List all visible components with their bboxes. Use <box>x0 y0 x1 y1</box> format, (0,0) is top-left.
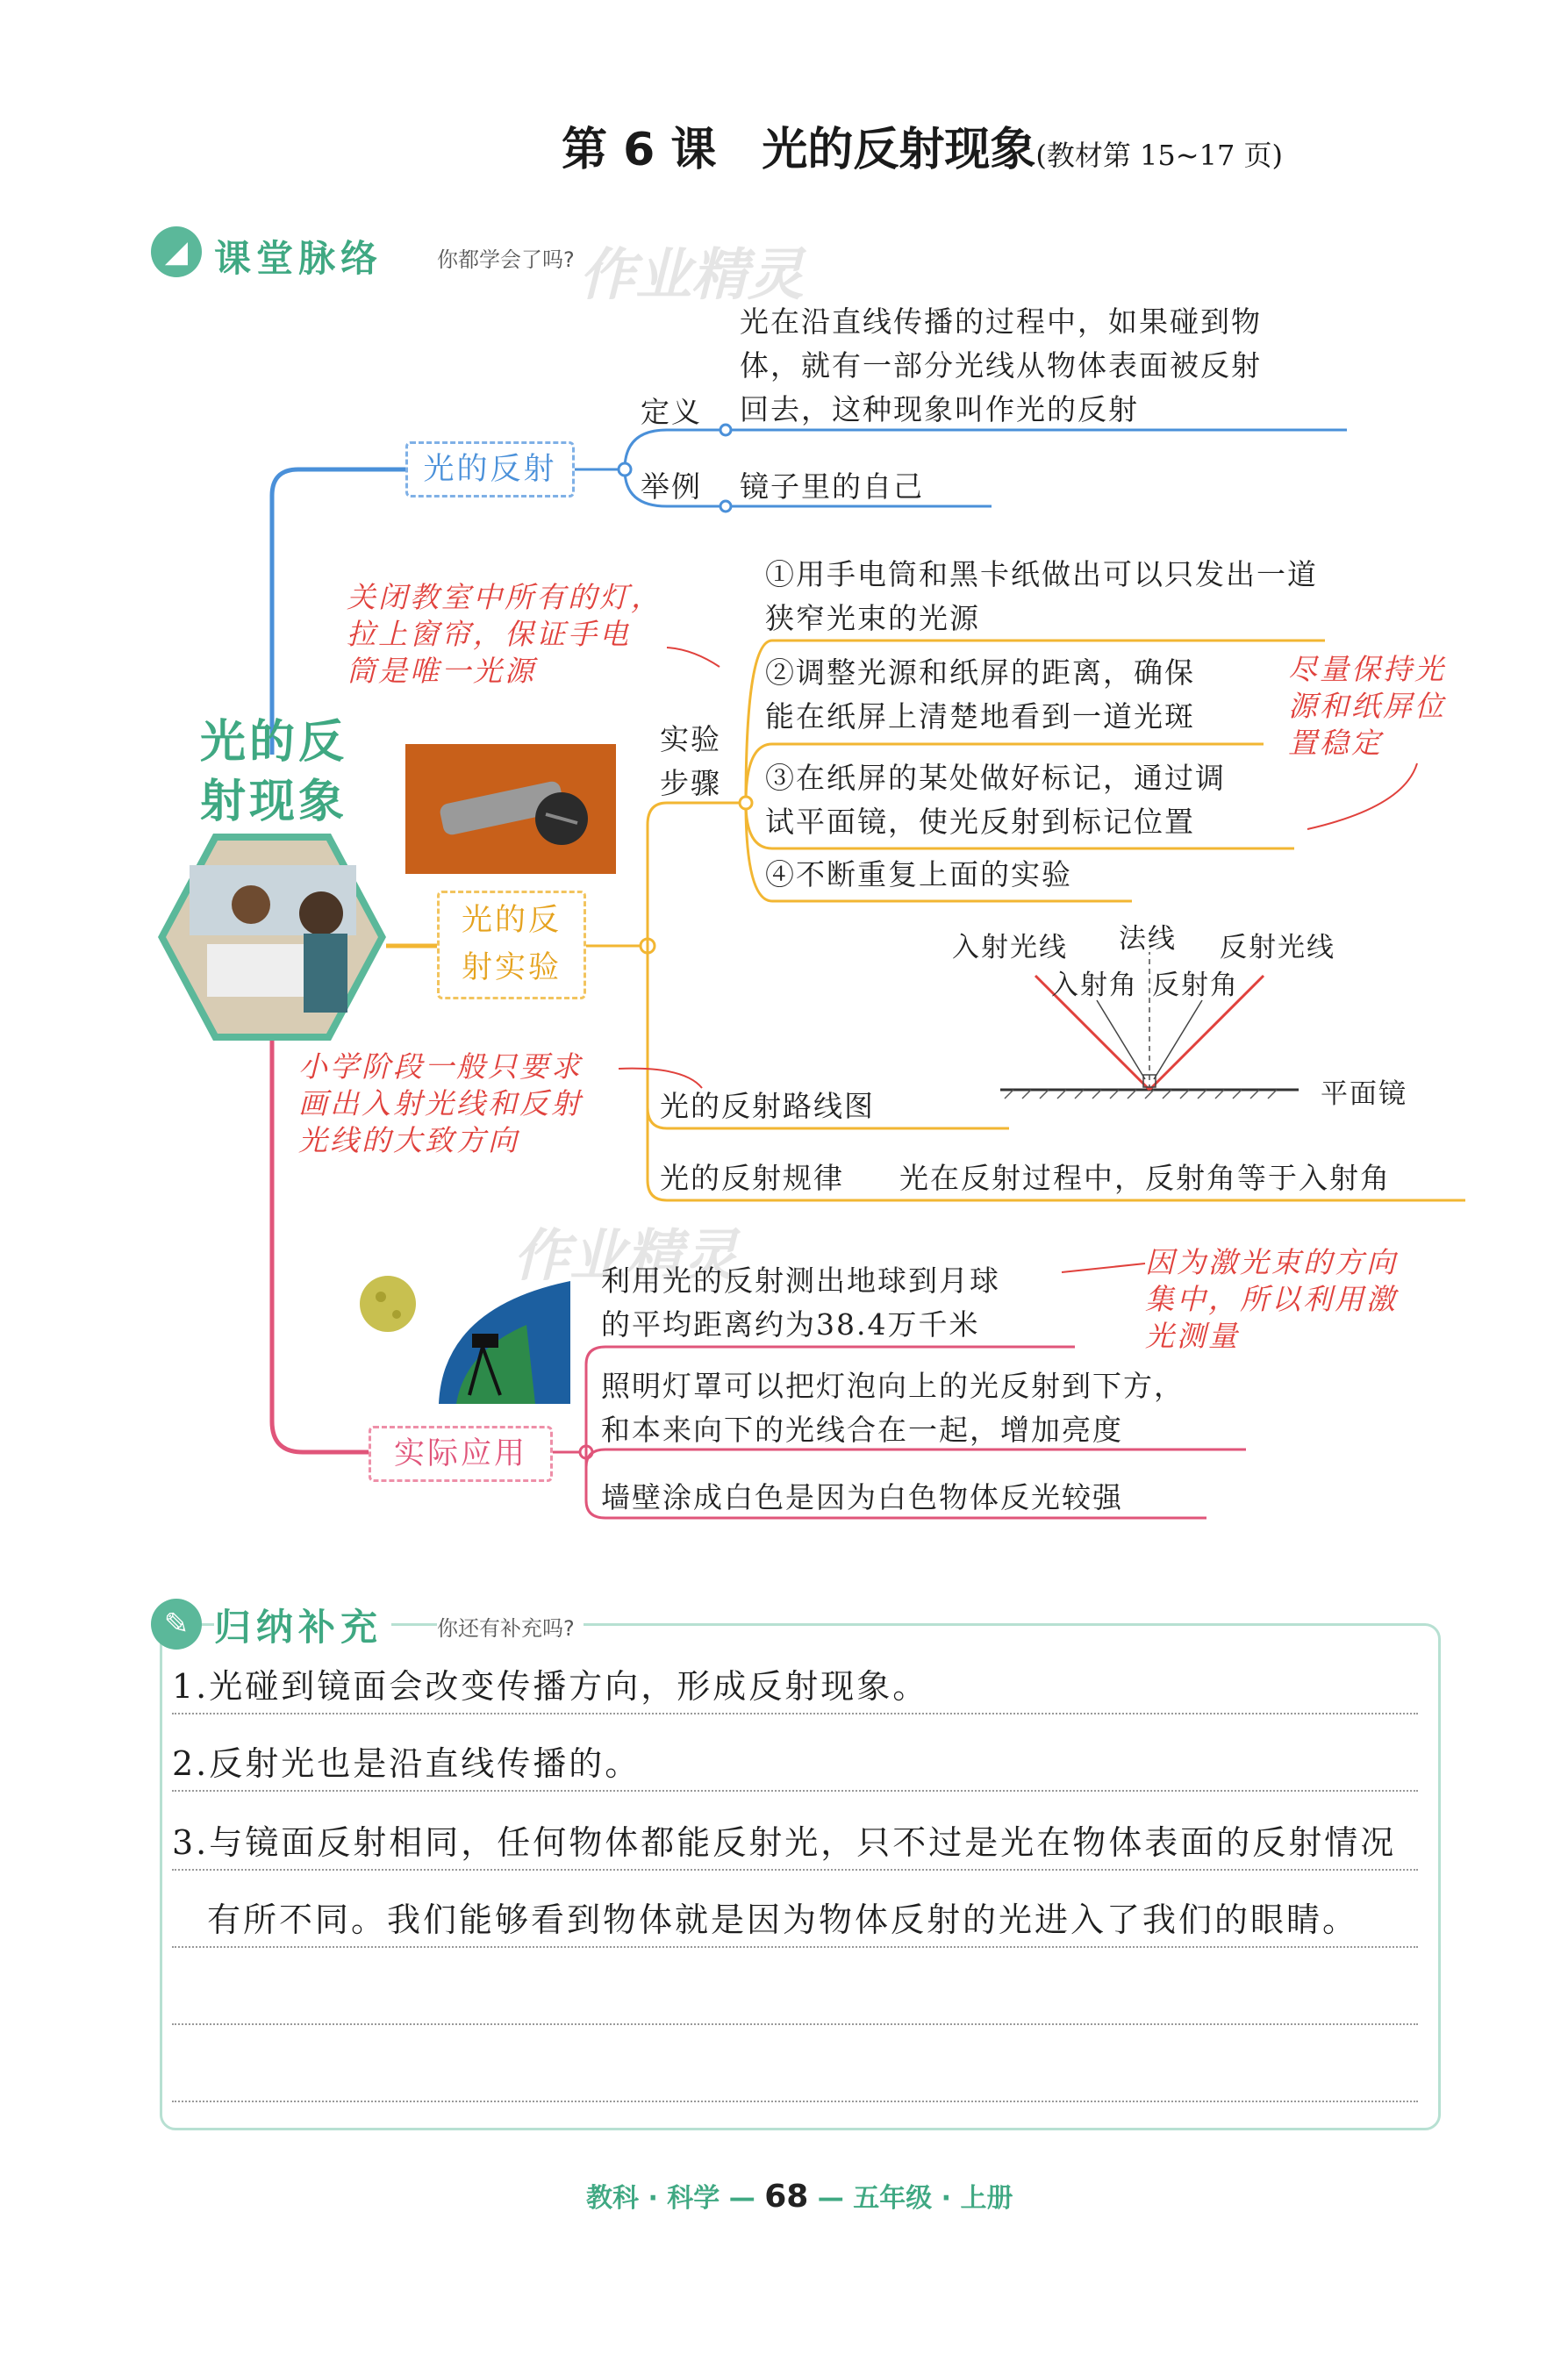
note-path-line-1: 小学阶段一般只要求 <box>298 1049 583 1084</box>
watermark-2: 作业精灵 <box>513 1224 738 1289</box>
diagram-mirror: 平面镜 <box>1321 1078 1407 1110</box>
branch-experiment-line2: 射实验 <box>461 950 562 985</box>
section-note-class-outline: 你都学会了吗? <box>437 247 575 272</box>
definition-line-3: 回去，这种现象叫作光的反射 <box>740 392 1139 426</box>
note-path-drawing <box>298 1049 583 1159</box>
steps-label-line1: 实验 <box>660 722 721 756</box>
lesson-title: 第 6 课 光的反射现象 <box>562 124 1036 176</box>
diagram-reflect-angle: 反射角 <box>1152 970 1239 1001</box>
root-node <box>200 712 347 832</box>
mind-map-icon: ◢ <box>151 226 202 277</box>
lesson-subtitle: (教材第 15~17 页) <box>1035 139 1283 172</box>
step-4-line-1: ④不断重复上面的实验 <box>765 857 1072 891</box>
law-text: 光在反射过程中，反射角等于入射角 <box>899 1161 1391 1195</box>
note-light-line-2: 拉上窗帘，保证手电 <box>347 617 631 651</box>
note-light-source <box>347 579 662 690</box>
definition-line-1: 光在沿直线传播的过程中，如果碰到物 <box>740 304 1262 339</box>
section-note-summary: 你还有补充吗? <box>437 1611 584 1642</box>
note-laser-line-1: 因为激光束的方向 <box>1145 1245 1398 1279</box>
branch-experiment-line1: 光的反 <box>461 903 562 938</box>
root-node-line1: 光的反 <box>200 716 348 769</box>
ruled-line-5 <box>172 2023 1418 2025</box>
branch-node-reflection: 光的反射 <box>405 441 575 497</box>
note-path-line-2: 画出入射光线和反射 <box>298 1086 583 1120</box>
note-laser-line-3: 光测量 <box>1145 1319 1240 1353</box>
section-title-summary: 归纳补充 <box>214 1599 391 1651</box>
ruled-line-1 <box>172 1713 1418 1714</box>
pencil-icon: ✎ <box>151 1599 202 1650</box>
diagram-incident-ray: 入射光线 <box>952 932 1068 963</box>
diagram-incident-angle: 入射角 <box>1051 970 1138 1001</box>
ruled-line-4 <box>172 1946 1418 1948</box>
ruled-line-3 <box>172 1869 1418 1871</box>
flashlight-photo <box>405 744 616 874</box>
earth-moon-photo <box>360 1272 579 1404</box>
summary-line-3: 3.与镜面反射相同，任何物体都能反射光，只不过是光在物体表面的反射情况 <box>172 1823 1397 1862</box>
ruled-line-6 <box>172 2101 1418 2102</box>
footer-left: 教科 · 科学 — <box>586 2183 755 2214</box>
step-3-line-1: ③在纸屏的某处做好标记，通过调 <box>765 761 1226 795</box>
note-stable-line-3: 置稳定 <box>1288 726 1383 760</box>
steps-label <box>660 718 721 805</box>
footer-right: — 五年级 · 上册 <box>817 2183 1013 2214</box>
root-node-line2: 射现象 <box>200 776 348 828</box>
application-3-line-1: 墙壁涂成白色是因为白色物体反光较强 <box>601 1480 1123 1514</box>
classroom-photo <box>154 830 390 1044</box>
summary-line-2: 2.反射光也是沿直线传播的。 <box>172 1744 641 1783</box>
diagram-normal: 法线 <box>1119 923 1177 955</box>
note-stable-line-1: 尽量保持光 <box>1288 652 1446 686</box>
summary-line-1: 1.光碰到镜面会改变传播方向，形成反射现象。 <box>172 1667 929 1706</box>
branch-node-experiment <box>437 891 586 999</box>
page-footer <box>586 2176 1013 2215</box>
note-light-line-3: 筒是唯一光源 <box>347 654 536 688</box>
definition-label: 定义 <box>641 395 702 429</box>
page-number: 68 <box>764 2179 809 2215</box>
step-2-line-1: ②调整光源和纸屏的距离，确保 <box>765 655 1195 690</box>
step-1-line-2: 狭窄光束的光源 <box>765 601 980 635</box>
ruled-line-2 <box>172 1790 1418 1792</box>
note-path-line-3: 光线的大致方向 <box>298 1123 519 1157</box>
definition-line-2: 体，就有一部分光线从物体表面被反射 <box>740 348 1262 383</box>
diagram-reflected-ray: 反射光线 <box>1220 932 1335 963</box>
note-stable-line-2: 源和纸屏位 <box>1288 689 1446 723</box>
note-laser-line-2: 集中，所以利用激 <box>1145 1282 1398 1316</box>
summary-line-4: 有所不同。我们能够看到物体就是因为物体反射的光进入了我们的眼睛。 <box>207 1900 1359 1939</box>
note-stable <box>1288 651 1446 762</box>
steps-label-line2: 步骤 <box>660 766 721 800</box>
example-text: 镜子里的自己 <box>740 469 924 504</box>
application-1-line-1: 利用光的反射测出地球到月球 <box>601 1263 1000 1298</box>
step-2-line-2: 能在纸屏上清楚地看到一道光斑 <box>765 699 1195 734</box>
law-label: 光的反射规律 <box>660 1161 844 1195</box>
branch-node-application: 实际应用 <box>369 1426 553 1482</box>
note-laser <box>1145 1244 1398 1355</box>
application-2-line-2: 和本来向下的光线合在一起，增加亮度 <box>601 1413 1123 1447</box>
example-label: 举例 <box>641 469 702 504</box>
step-3-line-2: 试平面镜，使光反射到标记位置 <box>765 805 1195 839</box>
path-label: 光的反射路线图 <box>660 1089 875 1123</box>
watermark: 作业精灵 <box>579 243 804 308</box>
note-light-line-1: 关闭教室中所有的灯， <box>347 580 662 614</box>
application-1-line-2: 的平均距离约为38.4万千米 <box>601 1307 980 1342</box>
application-2-line-1: 照明灯罩可以把灯泡向上的光反射到下方， <box>601 1369 1185 1403</box>
section-title-class-outline: 课堂脉络 <box>214 237 383 280</box>
step-1-line-1: ①用手电筒和黑卡纸做出可以只发出一道 <box>765 557 1318 591</box>
